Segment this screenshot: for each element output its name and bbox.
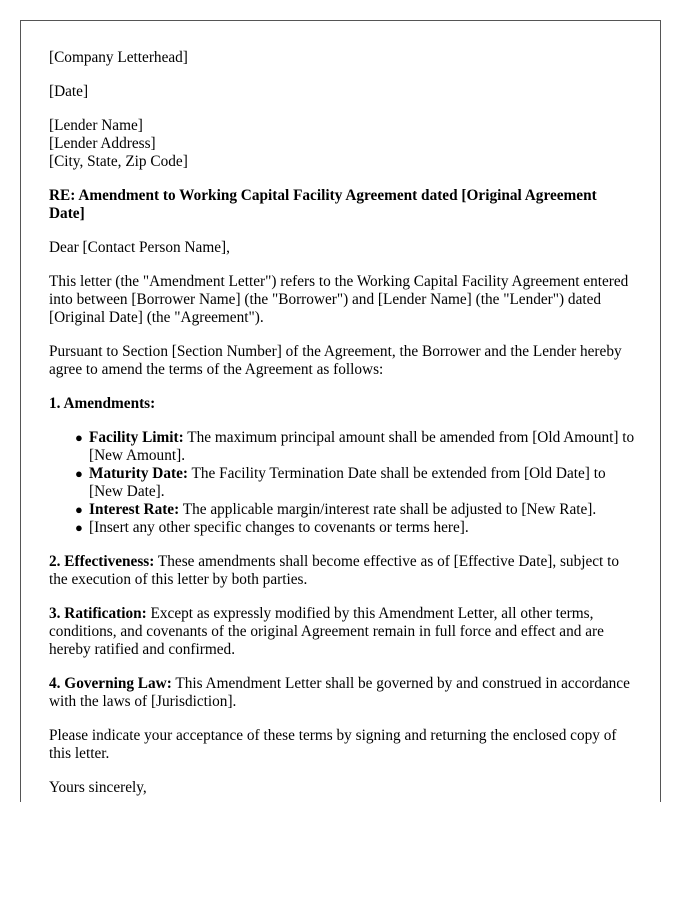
ratification-label: 3. Ratification: <box>49 605 147 622</box>
list-item-text: The Facility Termination Date shall be extended from [Old Date] to [New Date]. <box>89 465 606 500</box>
list-item-text: [Insert any other specific changes to covenants or terms here]. <box>89 519 469 536</box>
lender-name: [Lender Name] <box>49 117 143 134</box>
list-item <box>75 429 635 465</box>
effectiveness-paragraph <box>49 553 635 589</box>
letter-page <box>20 20 661 802</box>
lender-city: [City, State, Zip Code] <box>49 153 188 170</box>
governing-law-label: 4. Governing Law: <box>49 675 172 692</box>
list-item-label: Interest Rate: <box>89 501 180 518</box>
bullet-icon: ● <box>75 466 83 481</box>
amendments-list <box>49 429 635 537</box>
intro-paragraph: This letter (the "Amendment Letter") refers to the Working Capital Facility Agreement entered into between [Borrower Name] (the "Borrower") and [Lender Name] (the "Lender") dated [Original Date] (the "Agreement"). <box>49 273 629 326</box>
ratification-text: Except as expressly modified by this Amendment Letter, all other terms, conditions, and covenants of the original Agreement remain in full force and effect and are hereby ratified and confirmed. <box>49 605 604 658</box>
list-item <box>75 465 635 501</box>
lender-address-block <box>49 117 635 171</box>
company-letterhead: [Company Letterhead] <box>49 49 188 66</box>
acceptance-paragraph: Please indicate your acceptance of these terms by signing and returning the enclosed copy of this letter. <box>49 727 617 762</box>
list-item <box>75 519 635 537</box>
re-subject-line: RE: Amendment to Working Capital Facility Agreement dated [Original Agreement Date] <box>49 187 597 222</box>
letter-body <box>49 49 635 802</box>
lender-address: [Lender Address] <box>49 135 156 152</box>
letter-date: [Date] <box>49 83 89 100</box>
list-item-text: The maximum principal amount shall be amended from [Old Amount] to [New Amount]. <box>89 429 635 464</box>
bullet-icon: ● <box>75 520 83 535</box>
bullet-icon: ● <box>75 502 83 517</box>
governing-law-text: This Amendment Letter shall be governed by and construed in accordance with the laws of [Jurisdiction]. <box>49 675 630 710</box>
closing-line: Yours sincerely, <box>49 779 147 796</box>
list-item <box>75 501 635 519</box>
list-item-text: The applicable margin/interest rate shall be adjusted to [New Rate]. <box>179 501 597 518</box>
amendments-heading: 1. Amendments: <box>49 395 156 412</box>
governing-law-paragraph <box>49 675 635 711</box>
bullet-icon: ● <box>75 430 83 445</box>
effectiveness-text: These amendments shall become effective as of [Effective Date], subject to the execution of this letter by both parties. <box>49 553 620 588</box>
list-item-label: Maturity Date: <box>89 465 188 482</box>
effectiveness-label: 2. Effectiveness: <box>49 553 155 570</box>
salutation: Dear [Contact Person Name], <box>49 239 230 256</box>
pursuant-paragraph: Pursuant to Section [Section Number] of the Agreement, the Borrower and the Lender hereby agree to amend the terms of the Agreement as follows: <box>49 343 622 378</box>
list-item-label: Facility Limit: <box>89 429 184 446</box>
ratification-paragraph <box>49 605 635 659</box>
